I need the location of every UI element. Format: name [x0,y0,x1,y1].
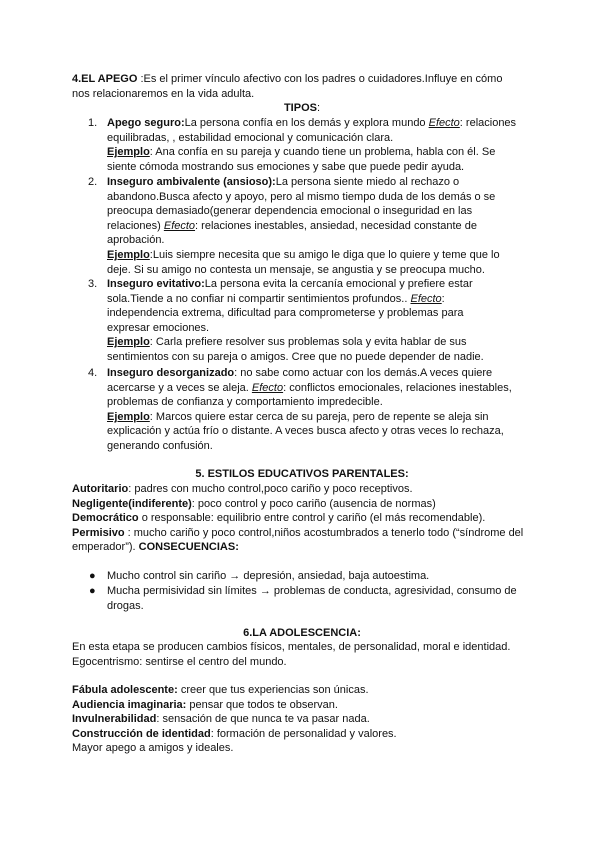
section-4-heading: 4.EL APEGO [72,73,138,85]
list-item-inseguro-desorganizado: Inseguro desorganizado: no sabe como actuar con los demás.A veces quiere acercarse y a veces se aleja. Efecto: conflictos emocionales, relaciones inestables, problemas de confianza y comportamiento impredecible. Ejemplo: Marcos quiere estar cerca de su pareja, pero de repente se aleja sin explicación y actúa frío o distante. A veces busca afecto y otras veces lo rechaza, generando confusión. [107,367,512,452]
list-number: 4. [88,367,98,379]
list-number: 3. [88,278,98,290]
parenting-styles: Autoritario: padres con mucho control,poco cariño y poco receptivos. Negligente(indiferente): poco control y poco cariño (ausencia de normas) Democrático o responsable: equilibrio entre control y cariño (el más recomendable). Permisivo : mucho cariño y poco control,niños acostumbrados a tenerlo todo (“síndrome del emperador”). CONSECUENCIAS: [72,482,532,555]
list-number: 1. [88,117,98,129]
consecuencias-label: CONSECUENCIAS: [138,541,239,554]
bullet-item: Mucho control sin cariño → depresión, ansiedad, baja autoestima. [107,570,430,582]
style-autoritario: Autoritario: padres con mucho control,poco cariño y poco receptivos. [72,483,413,495]
section-6-heading: 6.LA ADOLESCENCIA: [243,627,361,639]
list-item-apego-seguro: Apego seguro:La persona confía en los demás y explora mundo Efecto: relaciones equilibradas, , estabilidad emocional y comunicación clara. Ejemplo: Ana confía en su pareja y cuando tiene un problema, habla con él. Se siente cómoda mostrando sus emociones y sabe que puede pedir ayuda. [107,117,517,173]
bullet-item: Mucha permisividad sin límites → problemas de conducta, agresividad, consumo de drogas. [107,585,517,612]
adolescence-intro: En esta etapa se producen cambios físicos, mentales, de personalidad, moral e identidad. Egocentrismo: sentirse el centro del mundo. [72,641,511,668]
list-item-inseguro-evitativo: Inseguro evitativo:La persona evita la cercanía emocional y prefiere estar sola.Tiende a no confiar ni compartir sentimientos profundos.. Efecto: independencia extrema, dificultad para comprometerse y problemas para expresar emociones. Ejemplo: Carla prefiere resolver sus problemas sola y evita hablar de sus sentimientos con su pareja o amigos. Cree que no puede depender de nadie. [107,278,484,363]
style-negligente: Negligente(indiferente): poco control y poco cariño (ausencia de normas) [72,497,436,510]
adolescence-traits: Fábula adolescente: creer que tus experiencias son únicas. Audiencia imaginaria: pensar que todos te observan. Invulnerabilidad: sensación de que nunca te va pasar nada. Construcción de identidad: formación de personalidad y valores. Mayor apego a amigos y ideales. [72,684,397,755]
section-4-intro: 4.EL APEGO :Es el primer vínculo afectivo con los padres o cuidadores.Influye en cómo nos relacionaremos en la vida adulta. [72,73,503,100]
list-item-inseguro-ambivalente: Inseguro ambivalente (ansioso):La persona siente miedo al rechazo o abandono.Busca afecto y apoyo, pero al mismo tiempo duda de los demás o se preocupa demasiado(generar dependencia emocional o inseguridad en las relaciones) Efecto: relaciones inestables, ansiedad, necesidad constante de aprobación. Ejemplo:Luis siempre necesita que su amigo le diga que lo quiere y teme que lo deje. Si su amigo no contesta un mensaje, se angustia y se preocupa mucho. [107,176,500,276]
style-democratico: Democrático o responsable: equilibrio entre control y cariño (el más recomendable). [72,512,486,525]
style-permisivo: Permisivo : mucho cariño y poco control,niños acostumbrados a tenerlo todo (“síndrome del [72,526,524,539]
tipos-heading: TIPOS: [283,102,321,114]
list-number: 2. [88,176,98,188]
bullet-icon: ● [89,585,96,597]
bullet-icon: ● [89,570,96,582]
section-5-heading: 5. ESTILOS EDUCATIVOS PARENTALES: [195,468,409,480]
